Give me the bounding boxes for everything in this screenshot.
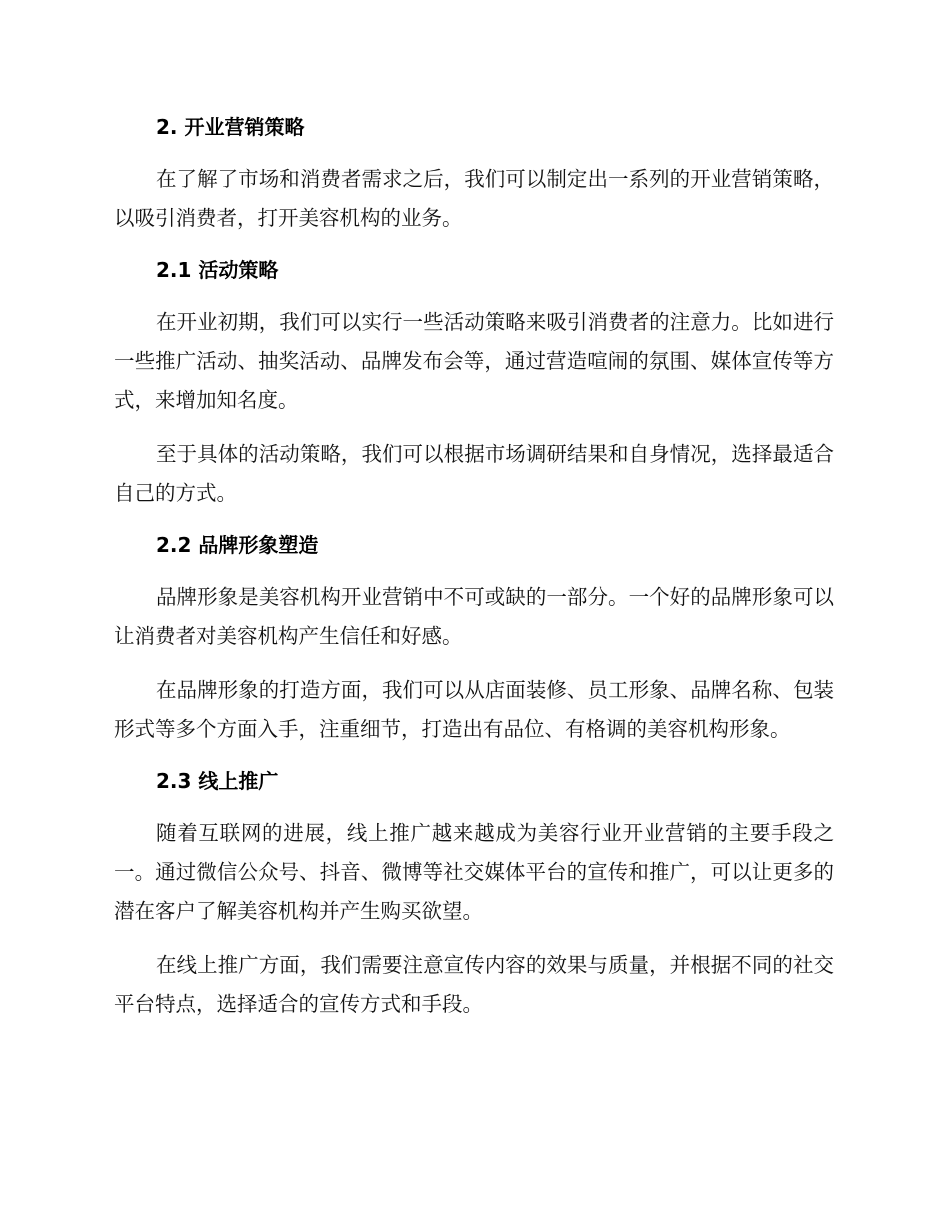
paragraph: 在了解了市场和消费者需求之后，我们可以制定出一系列的开业营销策略，以吸引消费者，打开美容机构的业务。: [114, 167, 834, 230]
paragraph: 在开业初期，我们可以实行一些活动策略来吸引消费者的注意力。比如进行一些推广活动、抽奖活动、品牌发布会等，通过营造喧闹的氛围、媒体宣传等方式，来增加知名度。: [114, 310, 834, 412]
section-heading-2-3: 2.3 线上推广: [156, 769, 279, 793]
section-heading-2: 2. 开业营销策略: [156, 115, 305, 139]
paragraph: 在线上推广方面，我们需要注意宣传内容的效果与质量，并根据不同的社交平台特点，选择适合的宣传方式和手段。: [114, 953, 834, 1016]
paragraph: 至于具体的活动策略，我们可以根据市场调研结果和自身情况，选择最适合自己的方式。: [114, 442, 834, 505]
paragraph: 随着互联网的进展，线上推广越来越成为美容行业开业营销的主要手段之一。通过微信公众号、抖音、微博等社交媒体平台的宣传和推广，可以让更多的潜在客户了解美容机构并产生购买欲望。: [114, 821, 834, 923]
paragraph: 品牌形象是美容机构开业营销中不可或缺的一部分。一个好的品牌形象可以让消费者对美容机构产生信任和好感。: [114, 585, 834, 648]
section-heading-2-1: 2.1 活动策略: [156, 258, 279, 282]
section-heading-2-2: 2.2 品牌形象塑造: [156, 533, 319, 557]
paragraph: 在品牌形象的打造方面，我们可以从店面装修、员工形象、品牌名称、包装形式等多个方面入手，注重细节，打造出有品位、有格调的美容机构形象。: [114, 678, 834, 741]
